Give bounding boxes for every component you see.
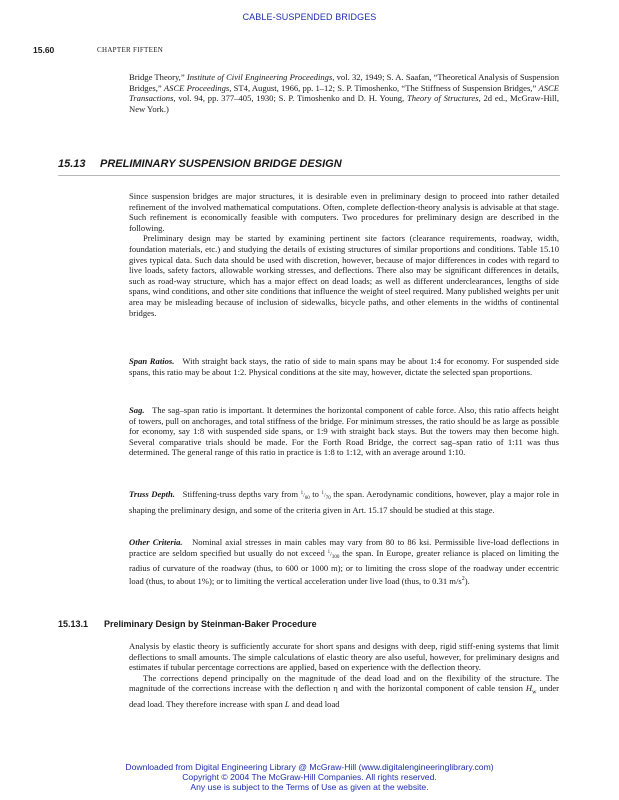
footer-copyright: Copyright © 2004 The McGraw-Hill Companies. All rights reserved. bbox=[182, 772, 437, 783]
other-criteria-head: Other Criteria. bbox=[129, 537, 183, 547]
page-number: 15.60 bbox=[33, 45, 55, 55]
body-block bbox=[129, 641, 559, 709]
section-heading bbox=[58, 158, 342, 170]
sag-paragraph: Sag. The sag–span ratio is important. It determines the horizontal component of cable force. Also, this ratio affects height of towers, pull on anchorages, and total stiffness of the bridge. For minimum stresses, the ratio should be as large as possible for economy, say 1:8 with suspended side spans, or 1:9 with straight back stays. But the towers may then become high. Several comparative trials should be made. For the Forth Road Bridge, the correct sag–span ratio of 1:11 was thus determined. The general range of this ratio in practice is 1:8 to 1:12, with an average around 1:10. bbox=[129, 405, 559, 458]
intro-paragraph-1: Since suspension bridges are major structures, it is desirable even in preliminary design to proceed into rather detailed refinement of the involved mathematical computations. Often, complete deflection-theory analysis is advisable at that stage. Such refinement is economically feasible with computers. Two procedures for preliminary design are described in the following. bbox=[129, 191, 559, 233]
chapter-label: CHAPTER FIFTEEN bbox=[97, 46, 164, 54]
fraction-1-300: $^1/_{300}$ bbox=[327, 549, 340, 560]
truss-depth-paragraph: Truss Depth. Stiffening-truss depths vary from $^1/_{60}$ to $^1/_{70}$ the span. Aerodynamic conditions, however, play a major role in shaping the preliminary design, and some of the criteria given in Art. 15.17 should be studied at this stage. bbox=[129, 489, 559, 515]
section-title: PRELIMINARY SUSPENSION BRIDGE DESIGN bbox=[100, 158, 342, 170]
intro-block bbox=[129, 191, 559, 318]
fraction-1-60: $^1/_{60}$ bbox=[300, 491, 310, 502]
section-number: 15.13 bbox=[58, 158, 86, 170]
subsection-title: Preliminary Design by Steinman-Baker Procedure bbox=[104, 619, 317, 629]
subsection-number: 15.13.1 bbox=[58, 619, 89, 629]
intro-paragraph-2: Preliminary design may be started by examining pertinent site factors (clearance requirements, roadway, width, foundation materials, etc.) and studying the details of existing structures of similar proportions and conditions. Table 15.10 gives typical data. Such data should be used with discretion, however, because of major differences in codes with regard to live loads, safety factors, allowable working stresses, and deflections. There also may be significant differences in details, such as road-way structure, which has a major effect on dead loads; as well as different underclearances, lengths of side spans, wind conditions, and other site conditions that influence the weight of steel required. Many published weights per unit area may be misleading because of inclusion of sidewalks, bicycle paths, and other elements in the widths of continental bridges. bbox=[129, 233, 559, 318]
footer-notice bbox=[0, 762, 619, 793]
fraction-1-70: $^1/_{70}$ bbox=[321, 491, 331, 502]
subsection-heading bbox=[58, 619, 317, 629]
footer-terms-link[interactable]: Any use is subject to the Terms of Use as given at the website. bbox=[190, 782, 429, 793]
running-title: CABLE-SUSPENDED BRIDGES bbox=[242, 12, 377, 22]
section-rule bbox=[58, 175, 560, 176]
span-ratios-paragraph: Span Ratios. With straight back stays, the ratio of side to main spans may be about 1:4 for economy. For suspended side spans, this ratio may be about 1:2. Physical conditions at the site may, however, dictate the selected span proportions. bbox=[129, 356, 559, 377]
body-paragraph-2: The corrections depend principally on the magnitude of the dead load and on the flexibility of the structure. The magnitude of the corrections increase with the deflection η and with the horizontal component of cable tension $H_w$ under dead load. They therefore increase with span L and dead load bbox=[129, 672, 560, 709]
truss-depth-head: Truss Depth. bbox=[129, 489, 175, 499]
footer-download-link[interactable]: Downloaded from Digital Engineering Library @ McGraw-Hill (www.digitalengineeringlibrary.com) bbox=[125, 762, 494, 772]
sag-head: Sag. bbox=[129, 405, 145, 415]
span-ratios-head: Span Ratios. bbox=[129, 356, 175, 366]
body-paragraph-1: Analysis by elastic theory is sufficiently accurate for short spans and designs with deep, rigid stiff-ening systems that limit deflections to small amounts. The simple calculations of elastic theory are also useful, however, for preliminary designs and estimates if tubular percentage corrections are applied, based on experience with the deflection theory. bbox=[129, 641, 559, 673]
references-paragraph: Bridge Theory,” Institute of Civil Engineering Proceedings, vol. 32, 1949; S. A. Saafan, “Theoretical Analysis of Suspension Bridges,” ASCE Proceedings, ST4, August, 1966, pp. 1–12; S. P. Timoshenko, “The Stiffness of Suspension Bridges,” ASCE Transactions, vol. 94, pp. 377–405, 1930; S. P. Timoshenko and D. H. Young, Theory of Structures, 2d ed., McGraw-Hill, New York.) bbox=[129, 72, 559, 114]
other-criteria-paragraph: Other Criteria. Nominal axial stresses in main cables may vary from 80 to 86 ksi. Permissible live-load deflections in practice are seldom specified but usually do not exceed $^1/_{300}$ the span. In Europe, greater reliance is placed on limiting the radius of curvature of the roadway (thus, to 600 or 1000 m); or to limiting the cross slope of the roadway under eccentric load (thus, to about 1%); or to limiting the vertical acceleration under live load (thus, to 0.31 $m/s^2$). bbox=[129, 537, 560, 586]
